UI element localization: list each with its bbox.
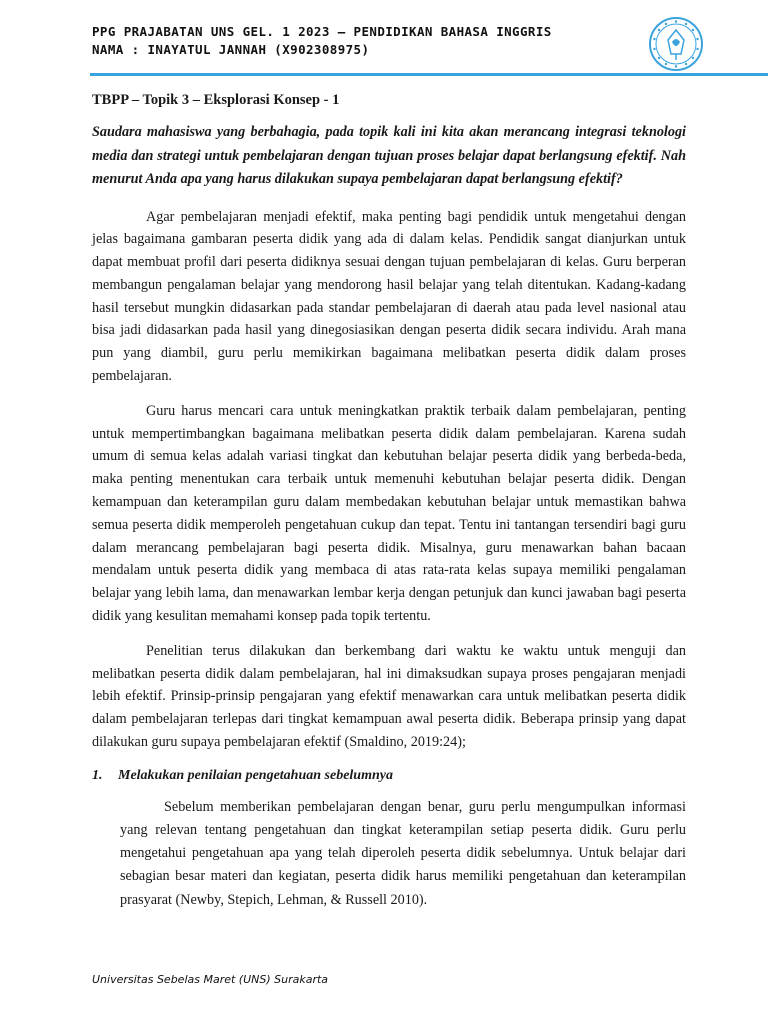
paragraph-1: Agar pembelajaran menjadi efektif, maka penting bagi pendidik untuk mengetahui dengan jelas bagaimana gambaran peserta didik yang ada di dalam kelas. Pendidik sangat dianjurkan untuk dapat membuat profil dari peserta didiknya sesuai dengan tujuan pembelajaran di kelas. Guru berperan membangun pengalaman belajar yang mendorong hasil belajar yang telah ditentukan. Kadang-kadang hasil tersebut mungkin didasarkan pada standar pembelajaran di daerah atau pada level nasional atau bisa jadi didasarkan pada hasil yang dinegosiasikan dengan peserta didik secara individu. Arah mana pun yang diambil, guru perlu memikirkan bagaimana melibatkan peserta didik dalam proses pembelajaran. [92,208,686,385]
paragraph-2: Guru harus mencari cara untuk meningkatkan praktik terbaik dalam pembelajaran, penting untuk mempertimbangkan bagaimana melibatkan peserta didik dalam pembelajaran. Karena sudah umum di semua kelas adalah variasi tingkat dan kebutuhan belajar peserta didik yang berbeda-beda, maka penting menentukan cara terbaik untuk memenuhi kebutuhan belajar peserta didik. Dengan kemampuan dan keterampilan guru dalam membedakan kebutuhan belajar untuk memastikan bahwa semua peserta didik memperoleh pengetahuan cukup dan tepat. Tentu ini tantangan tersendiri bagi guru dalam merancang pembelajaran bagi peserta didik. Misalnya, guru menawarkan bahan bacaan mendalam untuk peserta didik yang membaca di atas rata-rata kelas supaya memiliki pengalaman belajar yang lebih lama, dan menawarkan lembar kerja dengan petunjuk dan kunci jawaban bagi peserta didik yang kesulitan memahami konsep pada topik tertentu. [92,402,686,625]
document-title: TBPP – Topik 3 – Eksplorasi Konsep - 1 [92,92,340,108]
list-item-heading-text: Melakukan penilaian pengetahuan sebelumnya [118,767,393,783]
header-divider [90,73,768,76]
document-body [92,88,686,912]
uns-seal-icon [648,16,704,72]
page-header [0,0,768,78]
list-item-number: 1. [92,767,103,783]
header-program-line: PPG PRAJABATAN UNS GEL. 1 2023 – PENDIDIKAN BAHASA INGGRIS [92,24,552,39]
list-item-heading [92,768,686,784]
paragraph-3: Penelitian terus dilakukan dan berkembang dari waktu ke waktu untuk menguji dan melibatkan peserta didik dalam pembelajaran, hal ini dimaksudkan supaya proses pengajaran menjadi lebih efektif. Prinsip-prinsip pengajaran yang efektif menawarkan cara untuk melibatkan peserta didik dalam pembelajaran terlepas dari tingkat kemampuan awal peserta didik. Beberapa prinsip yang dapat dilakukan guru supaya pembelajaran efektif (Smaldino, 2019:24); [92,642,686,751]
list-item-paragraph: Sebelum memberikan pembelajaran dengan benar, guru perlu mengumpulkan informasi yang relevan tentang pengetahuan dan tingkat keterampilan setiap peserta didik. Guru perlu mengetahui pengetahuan apa yang telah diperoleh peserta didik sebelumnya. Untuk belajar dari sebagian besar materi dan kegiatan, peserta didik harus memiliki pengetahuan dan keterampilan prasyarat (Newby, Stepich, Lehman, & Russell 2010). [120,798,686,908]
page-footer: Universitas Sebelas Maret (UNS) Surakarta [92,973,329,986]
header-name-line: NAMA : INAYATUL JANNAH (X902308975) [92,42,370,57]
question-prompt: Saudara mahasiswa yang berbahagia, pada topik kali ini kita akan merancang integrasi teknologi media dan strategi untuk pembelajaran dengan tujuan proses belajar dapat berlangsung efektif. Nah menurut Anda apa yang harus dilakukan supaya pembelajaran dapat berlangsung efektif? [92,124,686,187]
